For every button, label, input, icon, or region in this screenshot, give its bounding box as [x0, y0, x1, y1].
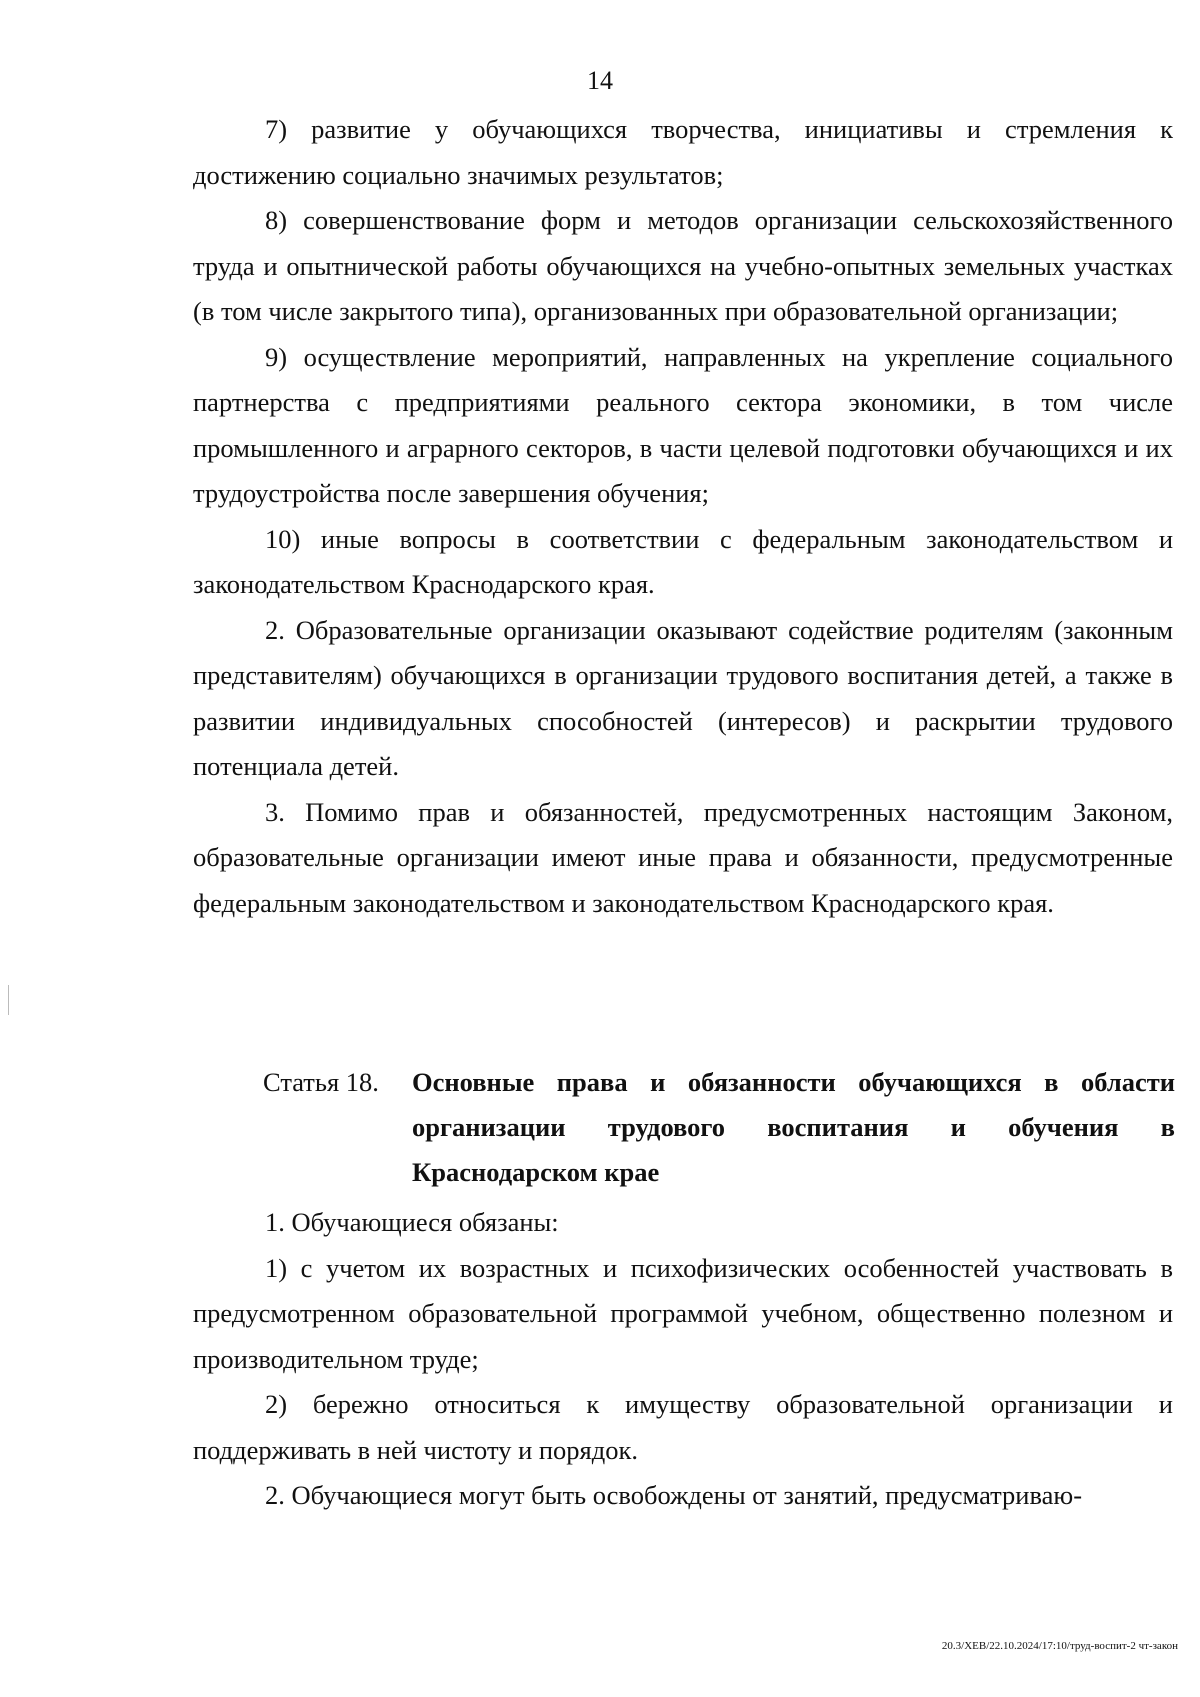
paragraph-part-3: 3. Помимо прав и обязанностей, предусмотренных настоящим Законом, образовательные организации имеют иные права и обязанности, предусмотренные федеральным законодательством и законодательством Краснодарского края. [193, 796, 1173, 918]
article-number: Статья 18. [263, 1067, 379, 1097]
margin-scan-mark [8, 985, 9, 1015]
article-body-section [193, 1200, 1173, 1519]
paragraph-item-9: 9) осуществление мероприятий, направленных на укрепление социального партнерства с предприятиями реального сектора экономики, в том числе промышленного и аграрного секторов, в части целевой подготовки обучающихся и их трудоустройства после завершения обучения; [193, 341, 1173, 508]
article-paragraph-1-1: 1) с учетом их возрастных и психофизических особенностей участвовать в предусмотренном образовательной программой учебном, общественно полезном и производительном труде; [193, 1252, 1173, 1374]
body-text-section [193, 107, 1173, 926]
article-paragraph-1: 1. Обучающиеся обязаны: [265, 1207, 559, 1237]
article-paragraph-2: 2. Обучающиеся могут быть освобождены от занятий, предусматриваю- [265, 1480, 1083, 1510]
article-paragraph-1-2: 2) бережно относиться к имуществу образовательной организации и поддерживать в ней чистоту и порядок. [193, 1389, 1173, 1465]
paragraph-item-10: 10) иные вопросы в соответствии с федеральным законодательством и законодательством Краснодарского края. [193, 523, 1173, 599]
paragraph-item-8: 8) совершенствование форм и методов организации сельскохозяйственного труда и опытнической работы обучающихся на учебно-опытных земельных участках (в том числе закрытого типа), организованных при образовательной организации; [193, 205, 1173, 326]
article-title: Основные права и обязанности обучающихся в области организации трудового воспитания и обучения в Краснодарском крае [412, 1067, 1175, 1187]
page-number: 14 [587, 66, 613, 95]
article-heading [263, 1060, 1175, 1195]
footer-document-code: 20.3/ХЕВ/22.10.2024/17:10/труд-воспит-2 чт-закон [941, 1640, 1178, 1652]
paragraph-item-7: 7) развитие у обучающихся творчества, инициативы и стремления к достижению социально значимых результатов; [193, 114, 1173, 190]
paragraph-part-2: 2. Образовательные организации оказывают содействие родителям (законным представителям) обучающихся в организации трудового воспитания детей, а также в развитии индивидуальных способностей (интересов) и раскрытии трудового потенциала детей. [193, 614, 1173, 781]
